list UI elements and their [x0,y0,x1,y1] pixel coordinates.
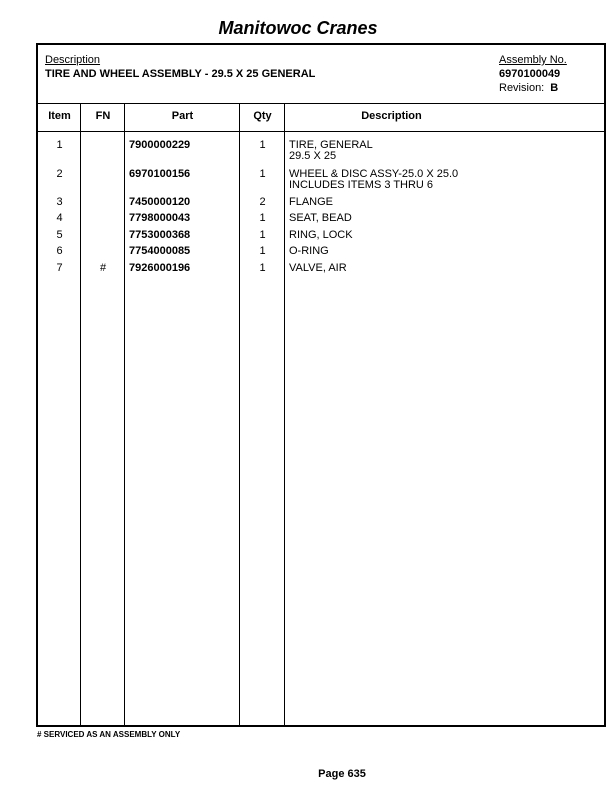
footnote: # SERVICED AS AN ASSEMBLY ONLY [37,730,181,739]
parts-list-frame [36,43,606,727]
description-cell [289,263,347,274]
column-header-part: Part [171,110,194,122]
revision-line [499,82,558,94]
part-number-cell: 7450000120 [129,196,191,208]
part-number-cell: 7753000368 [129,229,191,241]
description-cell [289,213,352,224]
item-cell: 1 [56,139,63,151]
description-line: INCLUDES ITEMS 3 THRU 6 [289,179,434,191]
description-line: RING, LOCK [289,229,353,241]
part-number-cell: 7900000229 [129,139,191,151]
brand-title: Manitowoc Cranes [218,18,378,38]
part-number-cell: 6970100156 [129,168,191,180]
assembly-number-label: Assembly No. [499,54,567,66]
column-header-item: Item [48,110,71,122]
page-number: Page 635 [318,768,366,780]
item-cell: 4 [56,212,63,224]
item-cell: 5 [56,229,63,241]
assembly-number: 6970100049 [499,68,561,80]
qty-cell: 1 [259,229,266,241]
description-line: TIRE, GENERAL [289,139,373,151]
description-cell [289,246,329,257]
description-line: SEAT, BEAD [289,212,352,224]
description-cell [289,169,458,191]
column-header-divider [38,131,604,132]
part-number-cell: 7926000196 [129,262,191,274]
item-cell: 2 [56,168,63,180]
qty-cell: 1 [259,262,266,274]
part-number-cell: 7754000085 [129,245,191,257]
description-line: FLANGE [289,196,334,208]
assembly-title: TIRE AND WHEEL ASSEMBLY - 29.5 X 25 GENERAL [45,68,316,80]
item-cell: 6 [56,245,63,257]
description-cell [289,197,333,208]
qty-cell: 2 [259,196,266,208]
column-header-fn: FN [95,110,111,122]
fn-cell: # [99,262,107,274]
part-number-cell: 7798000043 [129,212,191,224]
revision-value: B [550,82,559,94]
qty-cell: 1 [259,139,266,151]
column-header-description: Description [361,110,422,122]
description-line: VALVE, AIR [289,262,347,274]
description-label: Description [45,54,101,66]
item-cell: 7 [56,262,63,274]
item-cell: 3 [56,196,63,208]
description-line: 29.5 X 25 [289,150,337,162]
description-cell [289,230,353,241]
qty-cell: 1 [259,168,266,180]
description-line: O-RING [289,245,329,257]
header-divider [38,103,604,104]
column-header-qty: Qty [253,110,272,122]
qty-cell: 1 [259,245,266,257]
revision-label: Revision: [499,82,545,94]
qty-cell: 1 [259,212,266,224]
description-cell [289,140,373,162]
column-divider [124,104,125,725]
description-line: WHEEL & DISC ASSY-25.0 X 25.0 [289,168,459,180]
